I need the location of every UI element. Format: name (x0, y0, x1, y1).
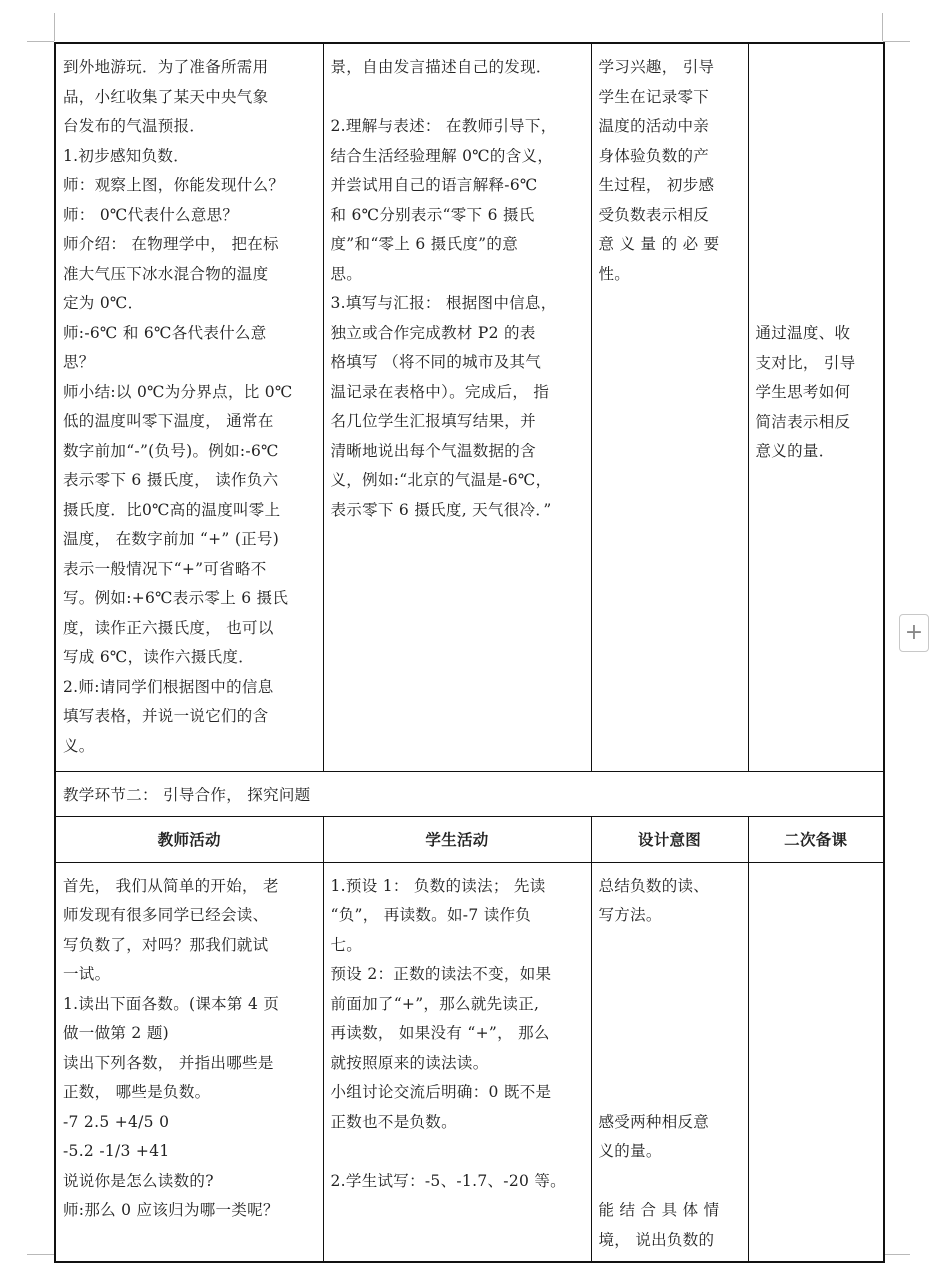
text-line: 格填写 （将不同的城市及其气 (330, 353, 542, 371)
text-line: 一试。 (63, 965, 111, 983)
text-line: 1.预设 1： 负数的读法； 先读 (330, 876, 546, 895)
text-line: 简洁表示相反 (755, 412, 851, 431)
text-line: 七。 (330, 935, 363, 954)
text-line: 意 义 量 的 必 要 (598, 235, 720, 253)
text-line: 受负数表示相反 (598, 205, 710, 224)
text-line: 写方法。 (598, 906, 662, 924)
text-line: 再读数， 如果没有 “+”， 那么 (330, 1024, 550, 1042)
text-line: 通过温度、收 (755, 324, 851, 342)
text-line: 义。 (63, 736, 95, 755)
text-line: 写负数了，对吗？那我们就试 (63, 935, 269, 954)
text-line: 数字前加“-”(负号)。例如:-6℃ (63, 441, 279, 460)
text-line: 生过程， 初步感 (598, 176, 715, 194)
text-line: 1.初步感知负数． (63, 146, 189, 165)
lesson-plan-table (54, 42, 885, 1263)
text-line: 性。 (598, 264, 631, 283)
design-intent-cell (591, 43, 748, 771)
header-student-activity: 学生活动 (323, 817, 591, 863)
text-line: “负”， 再读数。如-7 读作负 (330, 906, 532, 924)
text-line: 思？ (63, 353, 95, 371)
text-line: 能 结 合 具 体 情 (598, 1201, 720, 1219)
text-line: 表示一般情况下“+”可省略不 (63, 559, 267, 578)
text-line: 预设 2：正数的读法不变，如果 (330, 965, 552, 983)
text-line: 表示零下 6 摄氏度， 读作负六 (63, 471, 279, 489)
text-line: 台发布的气温预报． (63, 117, 206, 135)
text-line: 学习兴趣， 引导 (598, 58, 715, 76)
text-line: 3.填写与汇报： 根据图中信息， (330, 294, 557, 312)
text-line: 意义的量． (755, 442, 835, 460)
text-line: 学生在记录零下 (598, 87, 710, 106)
text-line: 温度的活动中亲 (598, 117, 710, 135)
text-line: 度”和“零上 6 摄氏度”的意 (330, 235, 518, 253)
text-line: 2.理解与表述： 在教师引导下， (330, 117, 557, 135)
text-line: 景，自由发言描述自己的发现． (330, 58, 552, 76)
text-line: 思。 (330, 264, 363, 283)
text-line: 正数， 哪些是负数。 (63, 1083, 211, 1101)
text-line: 和 6℃分别表示“零下 6 摄氏 (330, 205, 535, 224)
text-line: 读出下列各数， 并指出哪些是 (63, 1053, 274, 1072)
text-line: 义，例如:“北京的气温是-6℃， (330, 471, 552, 489)
text-line: 结合生活经验理解 0℃的含义， (330, 146, 554, 165)
add-button[interactable]: + (899, 614, 929, 652)
text-line: 写。例如:+6℃表示零上 6 摄氏 (63, 589, 289, 607)
header-teacher-activity: 教师活动 (55, 817, 323, 863)
second-preparation-cell (748, 862, 884, 1262)
student-activity-cell (323, 43, 591, 771)
table-row-phase1-content (55, 43, 884, 771)
text-line: 1.读出下面各数。(课本第 4 页 (63, 994, 280, 1013)
text-line: 师:那么 0 应该归为哪一类呢？ (63, 1201, 279, 1219)
text-line: 前面加了“+”，那么就先读正, (330, 994, 540, 1013)
teacher-activity-cell (55, 43, 323, 771)
text-line: 说说你是怎么读数的? (63, 1171, 214, 1190)
text-line: 准大气压下冰水混合物的温度 (63, 264, 269, 283)
text-line: -5.2 -1/3 +41 (63, 1142, 170, 1160)
text-line: 表示零下 6 摄氏度, 天气很冷．” (330, 500, 552, 519)
text-line: 首先， 我们从简单的开始， 老 (63, 876, 279, 895)
table-row-headers (55, 817, 884, 863)
text-line: 名几位学生汇报填写结果，并 (330, 412, 536, 430)
design-intent-cell (591, 862, 748, 1262)
crop-mark-bottom-left-h (27, 1254, 54, 1255)
text-line: 独立或合作完成教材 P2 的表 (330, 323, 536, 342)
text-line: 写成 6℃，读作六摄氏度． (63, 648, 255, 666)
text-line: 正数也不是负数。 (330, 1112, 457, 1131)
text-line: 师小结:以 0℃为分界点，比 0℃ (63, 382, 293, 401)
section-title: 教学环节二： 引导合作， 探究问题 (55, 771, 884, 817)
text-line: 感受两种相反意 (598, 1112, 710, 1131)
text-line: 温记录在表格中）。完成后， 指 (330, 382, 550, 401)
text-line: 小组讨论交流后明确：0 既不是 (330, 1083, 552, 1101)
student-activity-cell (323, 862, 591, 1262)
text-line: 支对比， 引导 (755, 353, 856, 372)
teacher-activity-cell (55, 862, 323, 1262)
text-line: 并尝试用自己的语言解释-6℃ (330, 176, 538, 194)
text-line: 2.师:请同学们根据图中的信息 (63, 677, 274, 696)
text-line: 度，读作正六摄氏度， 也可以 (63, 618, 274, 637)
text-line: 品，小红收集了某天中央气象 (63, 87, 269, 106)
text-line: 义的量。 (598, 1142, 662, 1160)
crop-mark-top-left-h (27, 41, 54, 42)
second-preparation-cell (748, 43, 884, 771)
text-line: 师介绍： 在物理学中， 把在标 (63, 235, 279, 253)
text-line: 温度， 在数字前加 “+” (正号) (63, 530, 280, 548)
text-line: -7 2.5 +4/5 0 (63, 1112, 170, 1131)
text-line: 学生思考如何 (755, 383, 851, 401)
text-line: 师发现有很多同学已经会读、 (63, 906, 269, 924)
text-line: 师:-6℃ 和 6℃各代表什么意 (63, 323, 267, 342)
text-line: 做一做第 2 题) (63, 1024, 169, 1042)
text-line: 填写表格，并说一说它们的含 (63, 707, 269, 725)
text-line: 身体验负数的产 (598, 146, 710, 165)
crop-mark-bottom-right-h (883, 1254, 910, 1255)
text-line: 师：观察上图，你能发现什么？ (63, 176, 285, 194)
crop-mark-top-left-v (54, 13, 55, 41)
header-design-intent: 设计意图 (591, 817, 748, 863)
text-line: 师： 0℃代表什么意思？ (63, 205, 239, 224)
header-second-preparation: 二次备课 (748, 817, 884, 863)
crop-mark-top-right-h (883, 41, 910, 42)
crop-mark-top-right-v (882, 13, 883, 41)
text-line: 低的温度叫零下温度， 通常在 (63, 412, 274, 430)
text-line: 清晰地说出每个气温数据的含 (330, 441, 536, 460)
text-line: 就按照原来的读法读。 (330, 1053, 489, 1072)
text-line: 到外地游玩．为了准备所需用 (63, 58, 269, 76)
text-line: 摄氏度．比0℃高的温度叫零上 (63, 500, 281, 519)
table-row-phase2-content (55, 862, 884, 1262)
text-line: 总结负数的读、 (598, 876, 710, 895)
table-row-section-title (55, 771, 884, 817)
text-line: 定为 0℃． (63, 294, 144, 312)
text-line: 境， 说出负数的 (598, 1230, 715, 1249)
text-line: 2.学生试写：-5、-1.7、-20 等。 (330, 1171, 566, 1190)
